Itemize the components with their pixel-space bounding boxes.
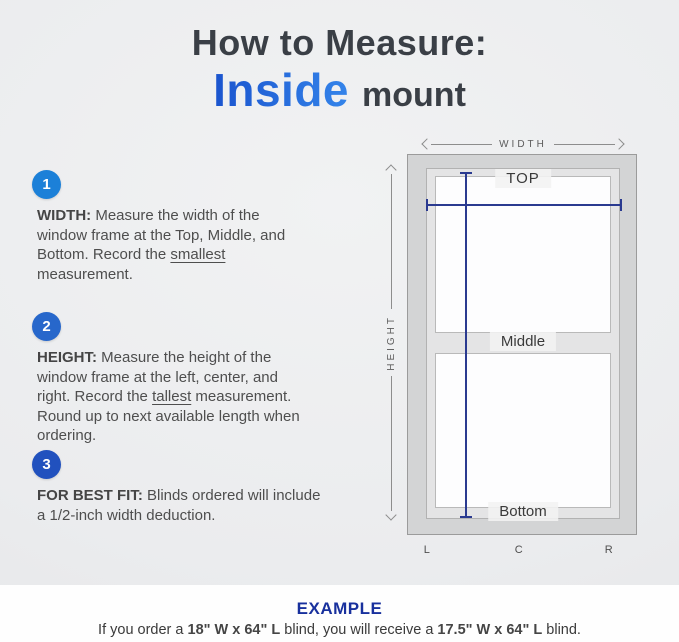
text-segment: blind. (542, 622, 581, 638)
text-line (37, 506, 377, 526)
arrow-line (391, 376, 392, 511)
label-bottom: Bottom (488, 502, 558, 521)
text-segment: Round up to next available length when (37, 407, 300, 425)
text-segment: 17.5" W x 64" L (437, 622, 543, 638)
text-line (37, 206, 377, 226)
text-segment: Measure the width of the (91, 207, 260, 224)
text-segment: Measure the height of the (97, 349, 272, 366)
step-2 (32, 312, 377, 446)
text-segment: measurement. (191, 388, 292, 405)
text-segment: WIDTH: (37, 207, 92, 224)
text-segment: 18" W x 64" L (187, 622, 281, 638)
step-1-text (37, 206, 377, 284)
height-measure-line (465, 172, 467, 518)
text-line (37, 265, 377, 285)
label-left: L (423, 544, 431, 556)
arrow-right-icon (613, 138, 624, 149)
example-section (0, 585, 679, 642)
arrow-down-icon (385, 509, 396, 520)
title-line2 (0, 63, 679, 117)
width-dimension-arrow (423, 138, 623, 150)
step-3-text (37, 486, 377, 525)
text-segment: HEIGHT: (37, 349, 97, 366)
arrow-line (554, 144, 615, 145)
text-segment: FOR BEST FIT: (37, 487, 143, 504)
example-text (0, 622, 679, 638)
text-segment: Blinds ordered will include (142, 487, 321, 504)
text-line (37, 348, 377, 368)
arrow-line (391, 174, 392, 309)
height-label: HEIGHT (385, 314, 397, 371)
text-segment: smallest (170, 246, 226, 263)
arrow-line (431, 144, 492, 145)
step-2-text (37, 348, 377, 446)
text-line (37, 226, 377, 246)
text-line (37, 486, 377, 506)
text-line (37, 387, 377, 407)
text-segment: tallest (152, 388, 192, 405)
title-accent: Inside (213, 63, 350, 116)
text-segment: window frame at the left, center, and (37, 368, 278, 386)
text-line (37, 407, 377, 427)
text-line (98, 622, 581, 638)
page-title (0, 24, 679, 117)
text-line (37, 426, 377, 446)
label-right: R (604, 544, 614, 556)
title-rest: mount (362, 75, 466, 114)
text-segment: blind, you will receive a (280, 622, 438, 638)
arrow-left-icon (421, 138, 432, 149)
width-measure-line (426, 204, 622, 206)
text-line (37, 368, 377, 388)
height-dimension-arrow (384, 166, 398, 519)
step-badge: 3 (32, 450, 61, 479)
label-center: C (514, 544, 524, 556)
step-3 (32, 450, 377, 525)
text-line (37, 245, 377, 265)
step-1 (32, 170, 377, 284)
text-segment: ordering. (37, 427, 97, 444)
text-segment: Bottom. Record the (37, 246, 171, 263)
step-badge: 1 (32, 170, 61, 199)
title-line1: How to Measure: (191, 22, 488, 63)
label-top: TOP (495, 169, 551, 188)
step-badge: 2 (32, 312, 61, 341)
arrow-up-icon (385, 164, 396, 175)
width-label: WIDTH (499, 138, 547, 150)
window-pane-upper (435, 176, 611, 333)
text-segment: right. Record the (37, 388, 153, 405)
text-segment: If you order a (98, 622, 188, 638)
text-segment: measurement. (37, 265, 133, 283)
window-pane-lower (435, 353, 611, 508)
example-heading: EXAMPLE (296, 599, 383, 618)
text-segment: window frame at the Top, Middle, and (37, 226, 286, 244)
label-middle: Middle (490, 332, 556, 351)
text-segment: a 1/2-inch width deduction. (37, 506, 216, 524)
